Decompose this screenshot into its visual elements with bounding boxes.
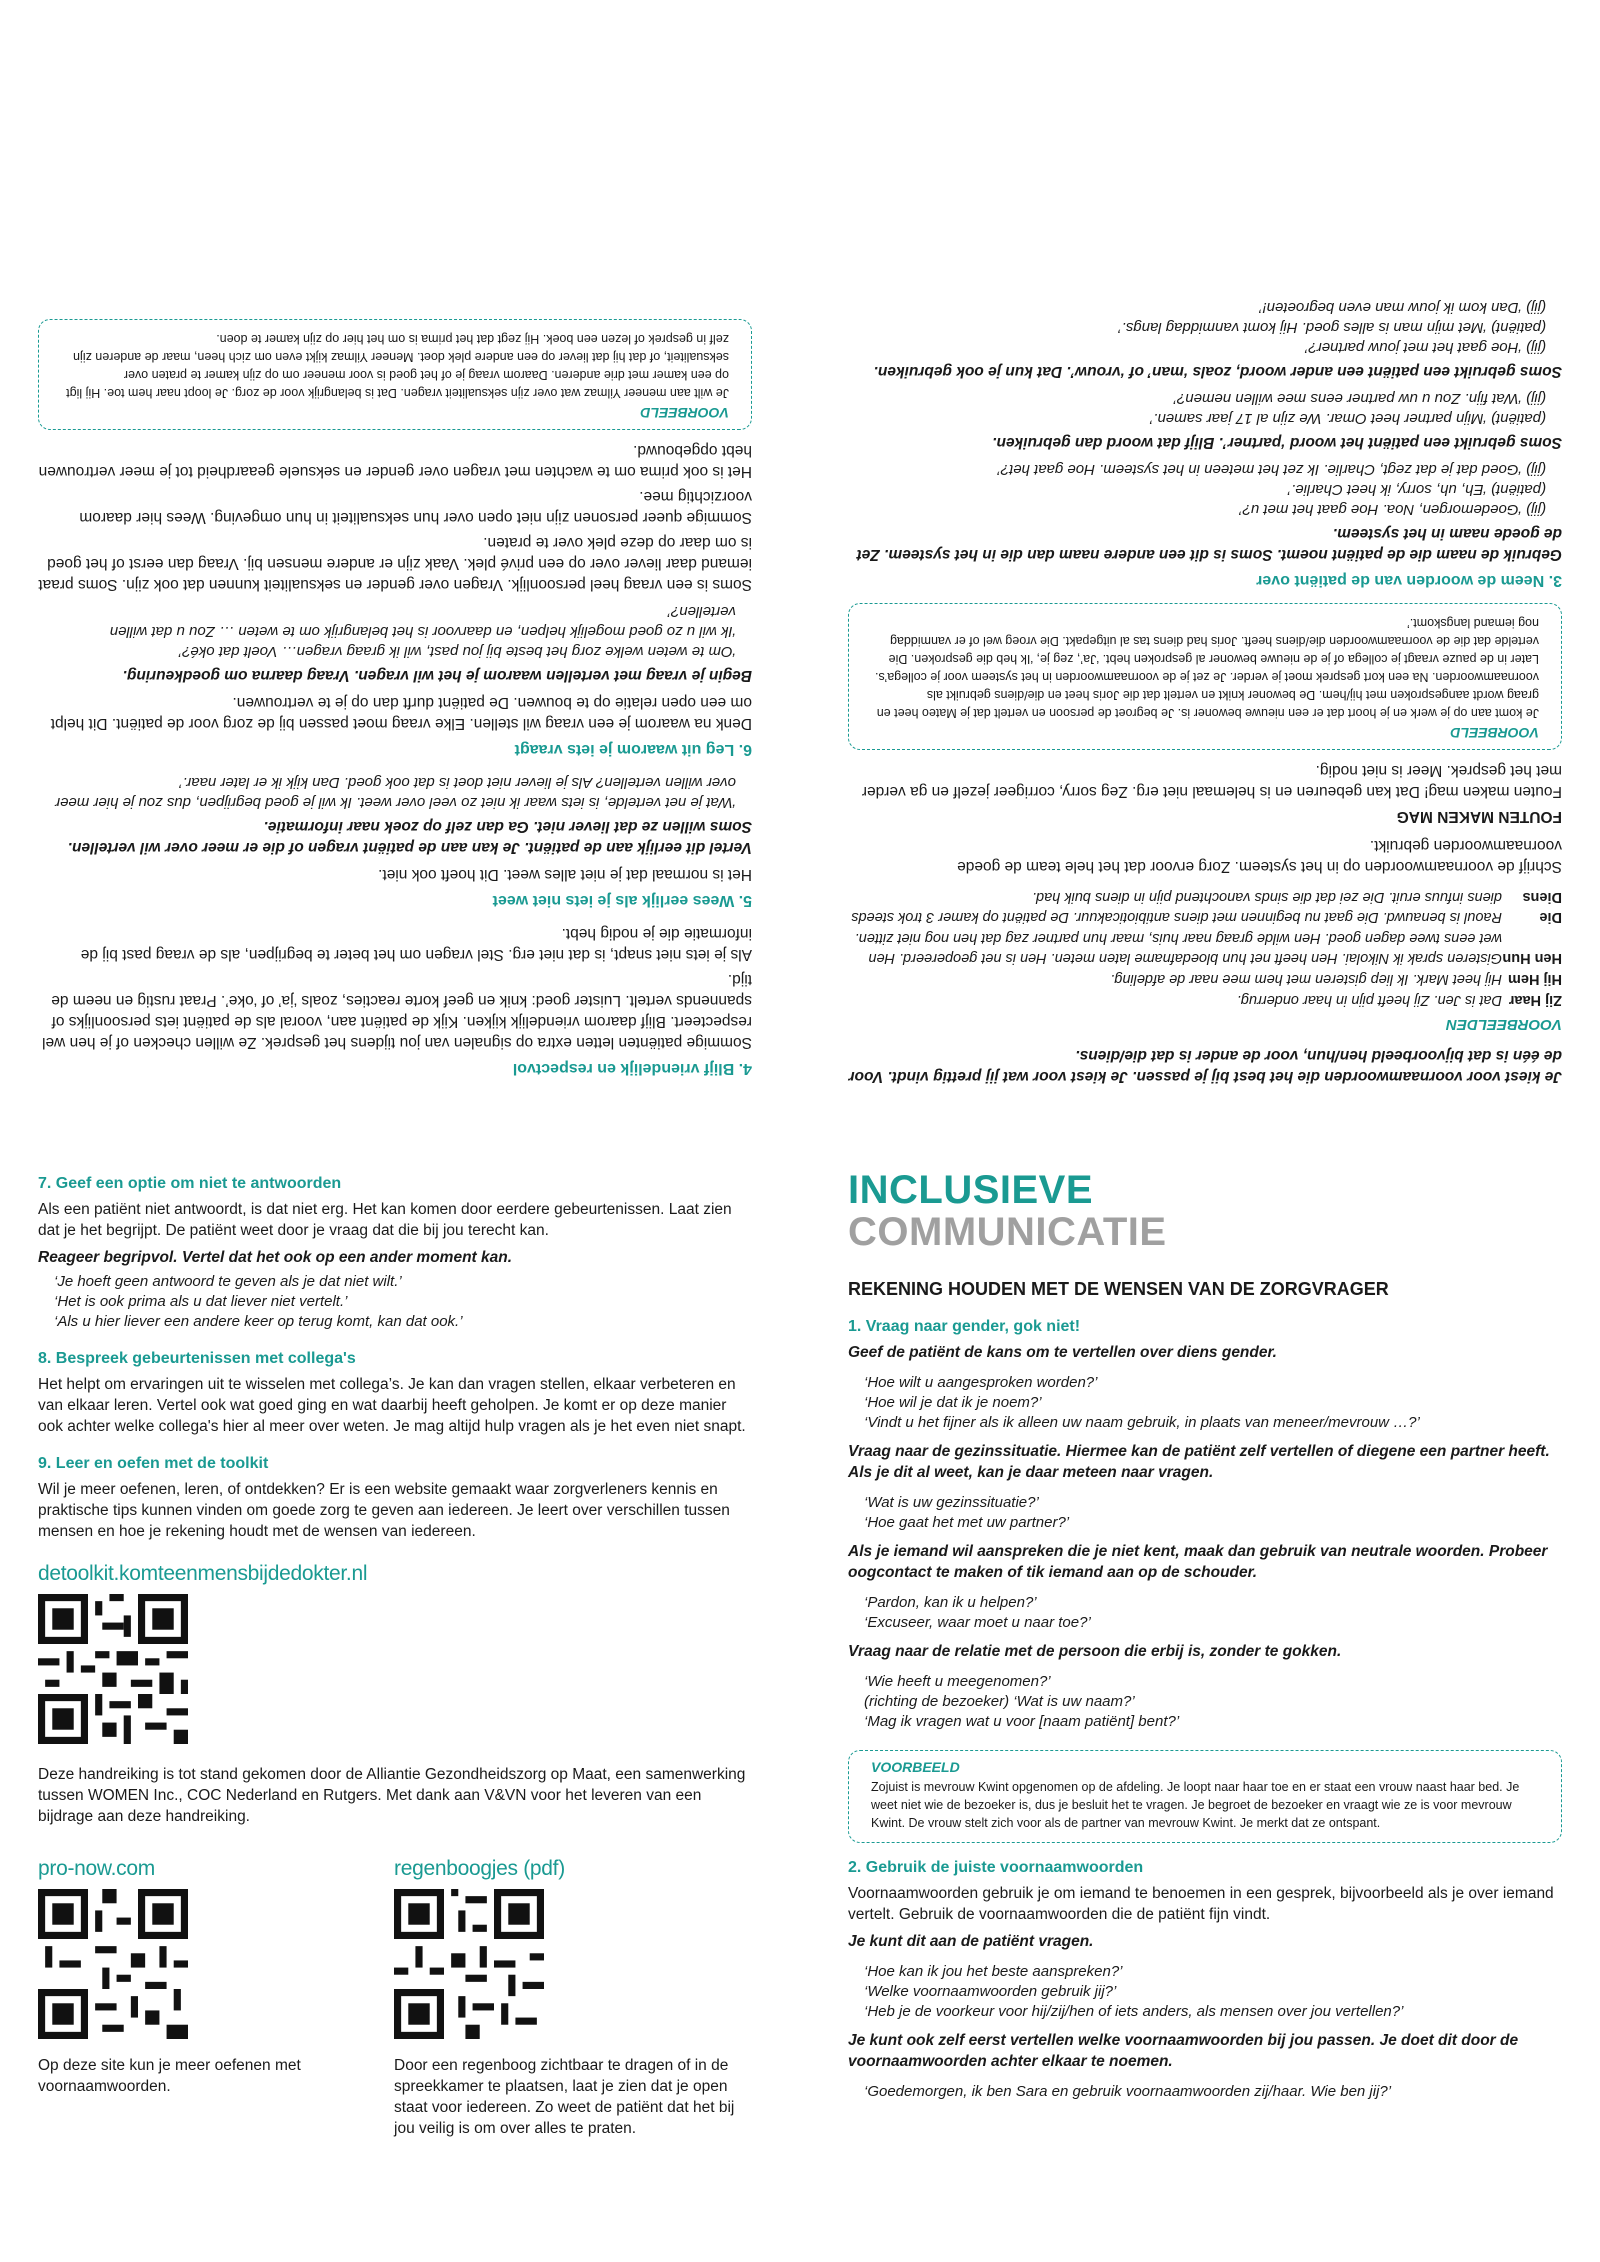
qr-code-icon <box>38 1594 188 1744</box>
s1-quote: ‘Wat is uw gezinssituatie?’ <box>864 1494 1039 1511</box>
panel-top-right <box>810 0 1600 1131</box>
panel-top-left <box>0 0 790 1131</box>
page-title-2: COMMUNICATIE <box>848 1210 1167 1254</box>
pronow-text: Op deze site kun je meer oefenen met voornaamwoorden. <box>38 2057 301 2095</box>
regenboog-text: Door een regenboog zichtbaar te dragen of in de spreekkamer te plaatsen, laat je zien dat je open staat voor iedereen. Zo weet de patiënt dat het bij jou veilig is om over alles te praten. <box>394 2057 735 2137</box>
regenboog-block <box>394 1837 744 2143</box>
s6-text: Denk na waarom je een vraag wil stellen. Elke vraag moet passen bij de zorg voor de patiënt. Dit helpt om een open relatie op te bouwen. De patiënt durft dan op je te vertrouwen. <box>50 694 752 732</box>
s2-quote: ‘Hoe kan ik jou het beste aanspreken?’ <box>864 1963 1123 1980</box>
s1-quote: ‘Hoe wilt u aangesproken worden?’ <box>864 1374 1098 1391</box>
s3-lead3: Soms gebruikt een patiënt een ander woord, zoals ‘man’ of ‘vrouw’. Dat kun je ook gebruiken. <box>873 363 1562 380</box>
page-title: INCLUSIEVE <box>848 1168 1094 1212</box>
example-box <box>848 1750 1562 1843</box>
pronoun-row <box>848 887 1562 927</box>
s1-heading: 1. Vraag naar gender, gok niet! <box>848 1318 1081 1335</box>
s5-lead: Vertel dit eerlijk aan de patiënt. Je kan aan de patiënt vragen of die er meer over wil vertellen. Soms willen ze dat liever niet. Ga dan zelf op zoek naar informatie. <box>67 818 752 856</box>
s2-text: Voornaamwoorden gebruik je om iemand te benoemen in een gesprek, bijvoorbeeld als je over iemand vertelt. Gebruik de voornaamwoorden die de patiënt fijn vindt. <box>848 1885 1554 1923</box>
s1-quote: ‘Excuseer, waar moet u naar toe?’ <box>864 1614 1091 1631</box>
pronoun-row <box>848 990 1562 1010</box>
pronoun-key: Die Diens <box>1522 889 1562 925</box>
s5-quote: ‘Wat je net vertelde, is iets waar ik niet zo veel over weet. Ik wil je goed begrijpen, dus zou je hier meer over willen vertellen? Als je liever niet doet is dat ook goed. Dan kijk ik er later naar.’ <box>55 774 736 811</box>
s1-quote: ‘Wie heeft u meegenomen?’ <box>864 1673 1051 1690</box>
example-title: VOORBEELD <box>871 1759 960 1775</box>
example-text: Je komt aan op je werk en je hoort dat er een nieuwe bewoner is. Je begroet de persoon en vertelt dat je Mateo heet en graag wordt aangesproken met hij/hem. De bewoner knikt en vertelt dat die Joris heet en die/diens gebruikt als voornaamwoorden. Na een kort gesprek moet je verder. Je zet je de voornaamwoorden in het systeem voor je collega’s. Later in de pauze vraagt je collega of je de nieuwe bewoner al gesproken hebt. ‘Ja’, zeg je, ‘Ik heb die gesproken. Die vertelde dat die de voornaamwoorden die/diens heeft. Joris had diens tas al uitgepakt. Die vroeg wel of er vanmiddag nog iemand langskomt.’ <box>874 616 1539 720</box>
panel-bottom-left <box>0 1131 790 2262</box>
s4-heading: 4. Blijf vriendelijk en respectvol <box>512 1060 752 1077</box>
s6-quote: ‘Ik wil u zo goed mogelijk helpen, en daarvoor is het belangrijk om te weten … Zou u dat willen vertellen?’ <box>109 603 736 640</box>
s6-text3: Sommige queer personen zijn niet open over hun seksualiteit in hun omgeving. Wees hier daarom voorzichtig mee. <box>79 488 752 526</box>
s9-text: Wil je meer oefenen, leren, of ontdekken? Er is een website gemaakt waar zorgverleners kennis en praktische tips kunnen vinden om goede zorg te geven aan iedereen. Je leert over verschillen tussen mensen en hoe je rekening houdt met de wensen van iedereen. <box>38 1481 730 1540</box>
mistakes-text: Fouten maken mag! Dat kan gebeuren en is helemaal niet erg. Zeg sorry, corrigeer jezelf en ga verder met het gesprek. Meer is niet nodig. <box>861 762 1562 800</box>
s3-quote: (jij) ‘Wat fijn. Zou u uw partner eens mee willen nemen?’ <box>1173 390 1546 407</box>
s6-text4: Het is ook prima om te wachten met vragen over gender en seksuele geaardheid tot je meer vertrouwen hebt opgebouwd. <box>38 442 752 480</box>
regenboog-link[interactable]: regenboogjes (pdf) <box>394 1857 565 1880</box>
pronoun-key: Hen Hun <box>1502 950 1562 966</box>
page-subtitle: REKENING HOUDEN MET DE WENSEN VAN DE ZORGVRAGER <box>848 1279 1389 1299</box>
s1-quote: ‘Hoe gaat het met uw partner?’ <box>864 1514 1070 1531</box>
s8-text: Het helpt om ervaringen uit te wisselen met collega’s. Je kan dan vragen stellen, elkaar verbeteren en van elkaar leren. Vertel ook wat goed ging en wat daarbij heeft geholpen. Je komt er op deze manier ook achter welke collega's hier al meer over weten. Je mag altijd hulp vragen als je het even niet snapt. <box>38 1376 746 1435</box>
s1-lead2: Vraag naar de gezinssituatie. Hiermee kan de patiënt zelf vertellen of diegene een partner heeft. Als je dit al weet, kan je daar meteen naar vragen. <box>848 1443 1550 1481</box>
s7-lead: Reageer begripvol. Vertel dat het ook op een ander moment kan. <box>38 1249 513 1266</box>
s1-quote: (richting de bezoeker) ‘Wat is uw naam?’ <box>864 1693 1135 1710</box>
s7-quote: ‘Je hoeft geen antwoord te geven als je dat niet wilt.’ <box>54 1273 402 1290</box>
examples-title: VOORBEELDEN <box>1446 1016 1562 1033</box>
s6-quote: ‘Om te weten welke zorg het beste bij jou past, wil ik graag vragen… Voelt dat oké?’ <box>178 643 736 660</box>
s1-lead3: Als je iemand wil aanspreken die je niet kent, maak dan gebruik van neutrale woorden. Probeer oogcontact te maken of tik iemand aan op de schouder. <box>848 1543 1548 1581</box>
pronoun-lead: Je kiest voor voornaamwoorden die het best bij je passen. Je kiest voor wat jij prettig vindt. Voor de één is dat bijvoorbeeld hen/hun, voor de ander is dat die/diens. <box>848 1047 1562 1085</box>
pronoun-key: Zij Haar <box>1508 992 1562 1008</box>
credits: Deze handreiking is tot stand gekomen door de Alliantie Gezondheidszorg op Maat, een samenwerking tussen WOMEN Inc., COC Nederland en Rutgers. Met dank aan V&VN voor het leveren van een bijdrage aan deze handreiking. <box>38 1766 746 1825</box>
toolkit-link[interactable]: detoolkit.komteenmensbijdedokter.nl <box>38 1562 368 1585</box>
s3-quote: (patiënt) ‘Eh, uh, sorry, ik heet Charlie.’ <box>1287 481 1546 498</box>
s8-heading: 8. Bespreek gebeurtenissen met collega's <box>38 1350 356 1367</box>
pronoun-example: Raoul is benauwd. Die gaat nu beginnen met diens antibioticakuur. De patiënt op kamer 3 trok steeds diens infuus eruit. Die zei dat die sinds vanochtend pijn in diens buik had. <box>851 889 1502 925</box>
pronoun-example: Gisteren sprak ik Nikolai. Hen heeft net hun bloedafname laten meten. Hen is net geopereerd. Hen wet eens twee dagen goed. Hen wilde graag naar huis, maar hun partner zag dat hen nog niet zitten. <box>854 930 1502 966</box>
s7-heading: 7. Geef een optie om niet te antwoorden <box>38 1175 342 1192</box>
s6-heading: 6. Leg uit waarom je iets vraagt <box>514 741 752 758</box>
s2-quote: ‘Goedemorgen, ik ben Sara en gebruik voornaamwoorden zij/haar. Wie ben jij?’ <box>864 2083 1392 2100</box>
s3-quote: (jij) ‘Hoe gaat het met jouw partner?’ <box>1305 339 1546 356</box>
s6-lead: Begin je vraag met vertellen waarom je het wil vragen. Vraag daarna om goedkeuring. <box>122 667 752 684</box>
pronoun-key: Hij Hem <box>1508 971 1562 987</box>
s1-lead4: Vraag naar de relatie met de persoon die erbij is, zonder te gokken. <box>848 1643 1342 1660</box>
pronoun-example: Hij heet Mark. Ik liep gisteren met hem mee naar de afdeling. <box>1110 971 1502 987</box>
s9-heading: 9. Leer en oefen met de toolkit <box>38 1455 269 1472</box>
mistakes-title: FOUTEN MAKEN MAG <box>1396 808 1562 825</box>
s3-quote: (jij) ‘Dan kom ik jouw man even begroeten!’ <box>1259 299 1546 316</box>
s1-quote: ‘Hoe wil je dat ik je noem?’ <box>864 1394 1042 1411</box>
s6-text2: Soms is een vraag heel persoonlijk. Vragen over gender en seksualiteit kunnen dat ook zijn. Soms praat iemand daar liever over op een privé plek. Vaak zijn er andere mensen bij. Vraag dan eerst of het goed is om daar op deze plek over te praten. <box>38 534 752 593</box>
write-text: Schrijf de voornaamwoorden op in het systeem. Zorg ervoor dat het hele team de goede voornaamwoorden gebruikt. <box>957 837 1562 875</box>
s2-lead2: Je kunt ook zelf eerst vertellen welke voornaamwoorden bij jou passen. Je doet dit door de voornaamwoorden achter elkaar te noemen. <box>848 2032 1519 2070</box>
s4-text: Sommige patiënten letten extra op signalen van jou tijdens het gesprek. Ze willen checken of je hen wel respecteert. Blijf daarom vriendelijk kijken. Kijk de patiënt aan, vooral als de patiënt iets persoonlijks of spannends vertelt. Luister goed: knik en geef korte reacties, zoals ‘ja’ of ‘oke’. Praat rustig en neem de tijd. <box>42 971 752 1051</box>
s2-quote: ‘Welke voornaamwoorden gebruik jij?’ <box>864 1983 1117 2000</box>
pronoun-example: Dat is Jen. Zij heeft pijn in haar onderrug. <box>1236 992 1502 1008</box>
s3-lead: Gebruik de naam die de patiënt noemt. Soms is dit een andere naam dan die in het systeem. Zet de goede naam in het systeem. <box>856 525 1562 563</box>
s1-lead: Geef de patiënt de kans om te vertellen over diens gender. <box>848 1344 1277 1361</box>
s3-lead2: Soms gebruikt een patiënt het woord ‘partner’. Blijf dat woord dan gebruiken. <box>992 434 1562 451</box>
qr-code-icon <box>38 1889 188 2039</box>
example-title: VOORBEELD <box>640 405 729 421</box>
qr-code-icon <box>394 1889 544 2039</box>
s2-lead: Je kunt dit aan de patiënt vragen. <box>848 1933 1094 1950</box>
example-text: Zojuist is mevrouw Kwint opgenomen op de afdeling. Je loopt naar haar toe en er staat een vrouw naast haar bed. Je weet niet wie de bezoeker is, dus je besluit het te vragen. Je begroet de bezoeker en vraagt wie ze is voor mevrouw Kwint. De vrouw stelt zich voor als de partner van mevrouw Kwint. Je merkt dat ze ontspant. <box>871 1780 1520 1830</box>
s4-text2: Als je iets niet snapt, is dat niet erg. Stel vragen om het beter te begrijpen, als de vraag past bij de informatie die je nodig hebt. <box>80 925 752 963</box>
example-text: Je wilt aan meneer Yilmaz wat over zijn seksualiteit vragen. Dat is belangrijk voor de zorg. Je loopt naar hem toe. Hij ligt op een kamer met drie anderen. Daarom vraag je of het goed is voor meneer om op zijn kamer te praten over seksualiteit, of dat hij dat liever op een andere plek doet. Meneer Yilmaz kijkt even om zich heen, maar de anderen zijn zelf in gesprek of lezen een boek. Hij zegt dat het prima is om het hier op zijn kamer te doen. <box>66 332 729 400</box>
s3-quote: (jij) ‘Goedemorgen, Noa. Hoe gaat het met u?’ <box>1239 501 1546 518</box>
s2-heading: 2. Gebruik de juiste voornaamwoorden <box>848 1859 1144 1876</box>
s7-quote: ‘Als u hier liever een andere keer op terug komt, kan dat ook.’ <box>54 1313 463 1330</box>
s3-quote: (jij) ‘Goed dat je dat zegt, Charlie. Ik zet het meteen in het systeem. Hoe gaat het?’ <box>997 461 1546 478</box>
example-box <box>848 603 1562 750</box>
s2-quote: ‘Heb je de voorkeur voor hij/zij/hen of iets anders, als mensen over jou vertellen?’ <box>864 2003 1404 2020</box>
example-box <box>38 319 752 430</box>
s5-heading: 5. Wees eerlijk als je iets niet weet <box>492 892 752 909</box>
pronow-link[interactable]: pro-now.com <box>38 1857 155 1880</box>
s3-quote: (patiënt) ‘Met mijn man is alles goed. Hij komt vanmiddag langs.’ <box>1118 319 1546 336</box>
s1-quote: ‘Vindt u het fijner als ik alleen uw naam gebruik, in plaats van meneer/mevrouw …?’ <box>864 1414 1420 1431</box>
pronow-block <box>38 1837 358 2143</box>
example-title: VOORBEELD <box>1450 725 1539 741</box>
pronoun-row <box>848 969 1562 989</box>
panel-bottom-right <box>810 1131 1600 2262</box>
s5-text: Het is normaal dat je niet alles weet. Dit hoeft ook niet. <box>378 866 752 883</box>
s3-heading: 3. Neem de woorden van de patiënt over <box>1256 572 1562 589</box>
pronoun-row <box>848 928 1562 968</box>
s7-text: Als een patiënt niet antwoordt, is dat niet erg. Het kan komen door eerdere gebeurtenissen. Laat zien dat je het begrijpt. De patiënt weet door je vraag dat die bij jou terecht kan. <box>38 1201 732 1239</box>
s1-quote: ‘Mag ik vragen wat u voor [naam patiënt] bent?’ <box>864 1713 1180 1730</box>
s3-quote: (patiënt) ‘Mijn partner heet Omar. We zijn al 17 jaar samen.’ <box>1150 410 1546 427</box>
s1-quote: ‘Pardon, kan ik u helpen?’ <box>864 1594 1037 1611</box>
s7-quote: ‘Het is ook prima als u dat liever niet vertelt.’ <box>54 1293 348 1310</box>
